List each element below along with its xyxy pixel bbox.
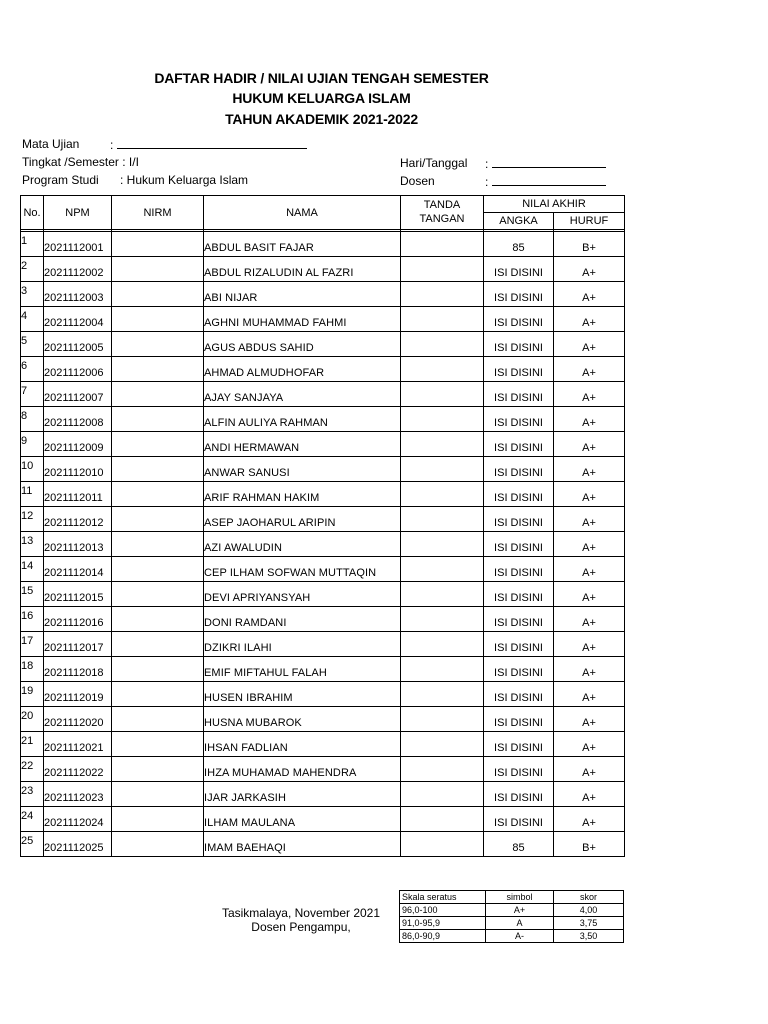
table-row xyxy=(21,607,625,632)
row-no-cell: 6 xyxy=(21,357,44,382)
signature-place-date: Tasikmalaya, November 2021 xyxy=(221,906,381,920)
row-nirm-cell xyxy=(112,557,204,582)
row-nirm-cell xyxy=(112,782,204,807)
row-no-cell: 18 xyxy=(21,657,44,682)
row-signature-cell xyxy=(401,432,484,457)
row-npm-cell: 2021112019 xyxy=(44,682,112,707)
row-huruf-cell: A+ xyxy=(554,257,625,282)
table-row xyxy=(21,732,625,757)
row-huruf-cell: B+ xyxy=(554,232,625,257)
row-nirm-cell xyxy=(112,407,204,432)
hari-tanggal-field[interactable] xyxy=(485,156,606,171)
row-angka-cell: ISI DISINI xyxy=(484,582,554,607)
row-npm-cell: 2021112022 xyxy=(44,757,112,782)
row-nirm-cell xyxy=(112,457,204,482)
row-npm-cell: 2021112018 xyxy=(44,657,112,682)
row-nama-cell: ANWAR SANUSI xyxy=(204,457,401,482)
row-npm-cell: 2021112005 xyxy=(44,332,112,357)
scale-row xyxy=(400,904,624,917)
row-npm-cell: 2021112020 xyxy=(44,707,112,732)
row-angka-cell: ISI DISINI xyxy=(484,557,554,582)
scale-row xyxy=(400,930,624,943)
row-angka-cell: ISI DISINI xyxy=(484,432,554,457)
scale-cell: 3,75 xyxy=(554,917,624,930)
scale-cell: A- xyxy=(486,930,554,943)
row-angka-cell: ISI DISINI xyxy=(484,307,554,332)
row-no-cell: 16 xyxy=(21,607,44,632)
row-npm-cell: 2021112014 xyxy=(44,557,112,582)
row-signature-cell xyxy=(401,557,484,582)
row-no-cell: 13 xyxy=(21,532,44,557)
row-huruf-cell: A+ xyxy=(554,357,625,382)
row-no-cell: 9 xyxy=(21,432,44,457)
row-signature-cell xyxy=(401,607,484,632)
scale-cell: 3,50 xyxy=(554,930,624,943)
row-angka-cell: ISI DISINI xyxy=(484,782,554,807)
row-npm-cell: 2021112013 xyxy=(44,532,112,557)
row-signature-cell xyxy=(401,782,484,807)
header-angka: ANGKA xyxy=(484,213,554,230)
row-npm-cell: 2021112016 xyxy=(44,607,112,632)
row-nirm-cell xyxy=(112,507,204,532)
row-nama-cell: ILHAM MAULANA xyxy=(204,807,401,832)
row-no-cell: 5 xyxy=(21,332,44,357)
row-no-cell: 14 xyxy=(21,557,44,582)
row-huruf-cell: B+ xyxy=(554,832,625,857)
row-signature-cell xyxy=(401,457,484,482)
row-huruf-cell: A+ xyxy=(554,732,625,757)
table-row xyxy=(21,657,625,682)
row-no-cell: 19 xyxy=(21,682,44,707)
row-nama-cell: ALFIN AULIYA RAHMAN xyxy=(204,407,401,432)
row-huruf-cell: A+ xyxy=(554,707,625,732)
row-nama-cell: AGUS ABDUS SAHID xyxy=(204,332,401,357)
table-row xyxy=(21,257,625,282)
row-nama-cell: EMIF MIFTAHUL FALAH xyxy=(204,657,401,682)
row-nama-cell: ABDUL BASIT FAJAR xyxy=(204,232,401,257)
row-no-cell: 21 xyxy=(21,732,44,757)
row-angka-cell: 85 xyxy=(484,232,554,257)
row-huruf-cell: A+ xyxy=(554,307,625,332)
scale-cell: 4,00 xyxy=(554,904,624,917)
row-angka-cell: ISI DISINI xyxy=(484,532,554,557)
row-signature-cell xyxy=(401,532,484,557)
row-no-cell: 15 xyxy=(21,582,44,607)
dosen-field[interactable] xyxy=(485,174,606,189)
row-angka-cell: ISI DISINI xyxy=(484,657,554,682)
row-angka-cell: ISI DISINI xyxy=(484,807,554,832)
row-no-cell: 24 xyxy=(21,807,44,832)
scale-row xyxy=(400,917,624,930)
row-npm-cell: 2021112007 xyxy=(44,382,112,407)
row-npm-cell: 2021112004 xyxy=(44,307,112,332)
table-row xyxy=(21,757,625,782)
row-no-cell: 10 xyxy=(21,457,44,482)
row-npm-cell: 2021112011 xyxy=(44,482,112,507)
row-angka-cell: ISI DISINI xyxy=(484,282,554,307)
row-nirm-cell xyxy=(112,232,204,257)
table-row xyxy=(21,282,625,307)
row-signature-cell xyxy=(401,507,484,532)
row-nama-cell: ASEP JAOHARUL ARIPIN xyxy=(204,507,401,532)
table-row xyxy=(21,707,625,732)
scale-cell: 91,0-95,9 xyxy=(400,917,486,930)
row-angka-cell: ISI DISINI xyxy=(484,632,554,657)
row-nama-cell: AHMAD ALMUDHOFAR xyxy=(204,357,401,382)
row-nama-cell: AJAY SANJAYA xyxy=(204,382,401,407)
row-no-cell: 25 xyxy=(21,832,44,857)
program-studi-label: Program Studi xyxy=(22,173,99,187)
hari-tanggal-separator: : xyxy=(485,157,489,171)
row-nama-cell: DEVI APRIYANSYAH xyxy=(204,582,401,607)
row-signature-cell xyxy=(401,707,484,732)
row-signature-cell xyxy=(401,757,484,782)
row-npm-cell: 2021112012 xyxy=(44,507,112,532)
scale-header-cell: simbol xyxy=(486,891,554,904)
row-no-cell: 8 xyxy=(21,407,44,432)
row-signature-cell xyxy=(401,282,484,307)
row-angka-cell: ISI DISINI xyxy=(484,332,554,357)
row-nama-cell: ANDI HERMAWAN xyxy=(204,432,401,457)
document-title-line2: HUKUM KELUARGA ISLAM xyxy=(232,90,411,106)
row-angka-cell: ISI DISINI xyxy=(484,457,554,482)
row-nirm-cell xyxy=(112,682,204,707)
table-body xyxy=(21,230,625,857)
header-nama: NAMA xyxy=(204,196,401,230)
row-signature-cell xyxy=(401,407,484,432)
table-row xyxy=(21,582,625,607)
row-npm-cell: 2021112009 xyxy=(44,432,112,457)
row-signature-cell xyxy=(401,357,484,382)
row-signature-cell xyxy=(401,832,484,857)
header-no: No. xyxy=(21,196,44,230)
row-nirm-cell xyxy=(112,707,204,732)
row-nirm-cell xyxy=(112,482,204,507)
row-no-cell: 7 xyxy=(21,382,44,407)
row-signature-cell xyxy=(401,807,484,832)
row-nama-cell: ABI NIJAR xyxy=(204,282,401,307)
document-title-line1: DAFTAR HADIR / NILAI UJIAN TENGAH SEMESTER xyxy=(154,70,489,86)
row-nama-cell: CEP ILHAM SOFWAN MUTTAQIN xyxy=(204,557,401,582)
row-no-cell: 20 xyxy=(21,707,44,732)
row-npm-cell: 2021112002 xyxy=(44,257,112,282)
row-nirm-cell xyxy=(112,732,204,757)
row-nirm-cell xyxy=(112,332,204,357)
row-npm-cell: 2021112025 xyxy=(44,832,112,857)
row-nirm-cell xyxy=(112,807,204,832)
signature-role: Dosen Pengampu, xyxy=(251,920,351,934)
table-row xyxy=(21,532,625,557)
row-signature-cell xyxy=(401,382,484,407)
row-angka-cell: ISI DISINI xyxy=(484,382,554,407)
table-row xyxy=(21,457,625,482)
table-row xyxy=(21,632,625,657)
row-nama-cell: HUSNA MUBAROK xyxy=(204,707,401,732)
row-angka-cell: ISI DISINI xyxy=(484,607,554,632)
row-no-cell: 3 xyxy=(21,282,44,307)
tingkat-semester: Tingkat /Semester : I/I xyxy=(22,155,139,169)
row-huruf-cell: A+ xyxy=(554,682,625,707)
row-signature-cell xyxy=(401,582,484,607)
row-no-cell: 2 xyxy=(21,257,44,282)
table-row xyxy=(21,332,625,357)
dosen-label: Dosen xyxy=(400,174,435,188)
table-row xyxy=(21,507,625,532)
row-huruf-cell: A+ xyxy=(554,407,625,432)
row-signature-cell xyxy=(401,332,484,357)
row-angka-cell: ISI DISINI xyxy=(484,682,554,707)
table-row xyxy=(21,807,625,832)
row-angka-cell: ISI DISINI xyxy=(484,482,554,507)
row-nama-cell: IMAM BAEHAQI xyxy=(204,832,401,857)
row-no-cell: 22 xyxy=(21,757,44,782)
row-nirm-cell xyxy=(112,307,204,332)
row-nirm-cell xyxy=(112,532,204,557)
row-huruf-cell: A+ xyxy=(554,507,625,532)
header-tanda-line2: TANGAN xyxy=(419,213,465,225)
row-angka-cell: ISI DISINI xyxy=(484,507,554,532)
document-title-line3: TAHUN AKADEMIK 2021-2022 xyxy=(225,111,418,127)
row-signature-cell xyxy=(401,732,484,757)
table-row xyxy=(21,682,625,707)
row-huruf-cell: A+ xyxy=(554,807,625,832)
row-nirm-cell xyxy=(112,657,204,682)
row-signature-cell xyxy=(401,232,484,257)
row-nama-cell: DZIKRI ILAHI xyxy=(204,632,401,657)
dosen-separator: : xyxy=(485,175,489,189)
table-row xyxy=(21,232,625,257)
mata-ujian-blank-line xyxy=(117,137,307,149)
row-huruf-cell: A+ xyxy=(554,607,625,632)
row-nama-cell: IHZA MUHAMAD MAHENDRA xyxy=(204,757,401,782)
row-huruf-cell: A+ xyxy=(554,457,625,482)
row-huruf-cell: A+ xyxy=(554,557,625,582)
scale-cell: A+ xyxy=(486,904,554,917)
row-nama-cell: IHSAN FADLIAN xyxy=(204,732,401,757)
row-huruf-cell: A+ xyxy=(554,757,625,782)
row-npm-cell: 2021112003 xyxy=(44,282,112,307)
row-nirm-cell xyxy=(112,757,204,782)
row-npm-cell: 2021112008 xyxy=(44,407,112,432)
row-npm-cell: 2021112015 xyxy=(44,582,112,607)
row-npm-cell: 2021112024 xyxy=(44,807,112,832)
table-row xyxy=(21,382,625,407)
row-huruf-cell: A+ xyxy=(554,657,625,682)
header-nirm: NIRM xyxy=(112,196,204,230)
dosen-blank-line xyxy=(492,174,606,186)
table-row xyxy=(21,782,625,807)
row-nama-cell: IJAR JARKASIH xyxy=(204,782,401,807)
header-npm: NPM xyxy=(44,196,112,230)
row-npm-cell: 2021112017 xyxy=(44,632,112,657)
mata-ujian-field[interactable] xyxy=(110,137,307,152)
header-tanda-line1: TANDA xyxy=(423,199,461,211)
row-angka-cell: 85 xyxy=(484,832,554,857)
header-nilai-akhir: NILAI AKHIR xyxy=(484,196,625,213)
row-nirm-cell xyxy=(112,582,204,607)
scale-header-cell: skor xyxy=(554,891,624,904)
row-signature-cell xyxy=(401,257,484,282)
table-row xyxy=(21,307,625,332)
mata-ujian-label: Mata Ujian xyxy=(22,137,80,151)
table-row xyxy=(21,557,625,582)
row-huruf-cell: A+ xyxy=(554,482,625,507)
header-tanda-tangan xyxy=(401,196,484,230)
row-huruf-cell: A+ xyxy=(554,782,625,807)
table-row xyxy=(21,832,625,857)
row-huruf-cell: A+ xyxy=(554,432,625,457)
row-nirm-cell xyxy=(112,632,204,657)
scale-cell: 96,0-100 xyxy=(400,904,486,917)
row-nirm-cell xyxy=(112,257,204,282)
hari-tanggal-blank-line xyxy=(492,156,606,168)
row-signature-cell xyxy=(401,307,484,332)
row-nama-cell: ABDUL RIZALUDIN AL FAZRI xyxy=(204,257,401,282)
row-nirm-cell xyxy=(112,357,204,382)
program-studi-value: : Hukum Keluarga Islam xyxy=(120,173,249,187)
row-nirm-cell xyxy=(112,432,204,457)
row-nirm-cell xyxy=(112,607,204,632)
row-nama-cell: DONI RAMDANI xyxy=(204,607,401,632)
row-no-cell: 11 xyxy=(21,482,44,507)
row-angka-cell: ISI DISINI xyxy=(484,707,554,732)
row-signature-cell xyxy=(401,632,484,657)
row-huruf-cell: A+ xyxy=(554,582,625,607)
row-signature-cell xyxy=(401,482,484,507)
row-nama-cell: AZI AWALUDIN xyxy=(204,532,401,557)
row-nama-cell: AGHNI MUHAMMAD FAHMI xyxy=(204,307,401,332)
scale-header-cell: Skala seratus xyxy=(400,891,486,904)
row-huruf-cell: A+ xyxy=(554,382,625,407)
row-nama-cell: ARIF RAHMAN HAKIM xyxy=(204,482,401,507)
row-npm-cell: 2021112023 xyxy=(44,782,112,807)
row-huruf-cell: A+ xyxy=(554,332,625,357)
row-angka-cell: ISI DISINI xyxy=(484,757,554,782)
attendance-grade-table xyxy=(20,195,625,857)
grade-scale-table xyxy=(399,890,624,943)
row-signature-cell xyxy=(401,657,484,682)
header-huruf: HURUF xyxy=(554,213,625,230)
row-huruf-cell: A+ xyxy=(554,532,625,557)
scale-header-row xyxy=(400,891,624,904)
row-no-cell: 17 xyxy=(21,632,44,657)
row-huruf-cell: A+ xyxy=(554,282,625,307)
row-nirm-cell xyxy=(112,382,204,407)
row-angka-cell: ISI DISINI xyxy=(484,257,554,282)
row-angka-cell: ISI DISINI xyxy=(484,407,554,432)
row-no-cell: 23 xyxy=(21,782,44,807)
row-no-cell: 1 xyxy=(21,232,44,257)
row-angka-cell: ISI DISINI xyxy=(484,357,554,382)
mata-ujian-separator: : xyxy=(110,138,114,152)
row-nirm-cell xyxy=(112,282,204,307)
row-angka-cell: ISI DISINI xyxy=(484,732,554,757)
row-npm-cell: 2021112001 xyxy=(44,232,112,257)
row-nama-cell: HUSEN IBRAHIM xyxy=(204,682,401,707)
table-row xyxy=(21,432,625,457)
hari-tanggal-label: Hari/Tanggal xyxy=(400,156,468,170)
scale-cell: 86,0-90,9 xyxy=(400,930,486,943)
row-huruf-cell: A+ xyxy=(554,632,625,657)
table-row xyxy=(21,357,625,382)
table-row xyxy=(21,407,625,432)
row-no-cell: 12 xyxy=(21,507,44,532)
scale-cell: A xyxy=(486,917,554,930)
table-row xyxy=(21,482,625,507)
grade-scale-body xyxy=(400,891,624,943)
row-signature-cell xyxy=(401,682,484,707)
row-npm-cell: 2021112006 xyxy=(44,357,112,382)
row-npm-cell: 2021112010 xyxy=(44,457,112,482)
row-no-cell: 4 xyxy=(21,307,44,332)
row-nirm-cell xyxy=(112,832,204,857)
row-npm-cell: 2021112021 xyxy=(44,732,112,757)
